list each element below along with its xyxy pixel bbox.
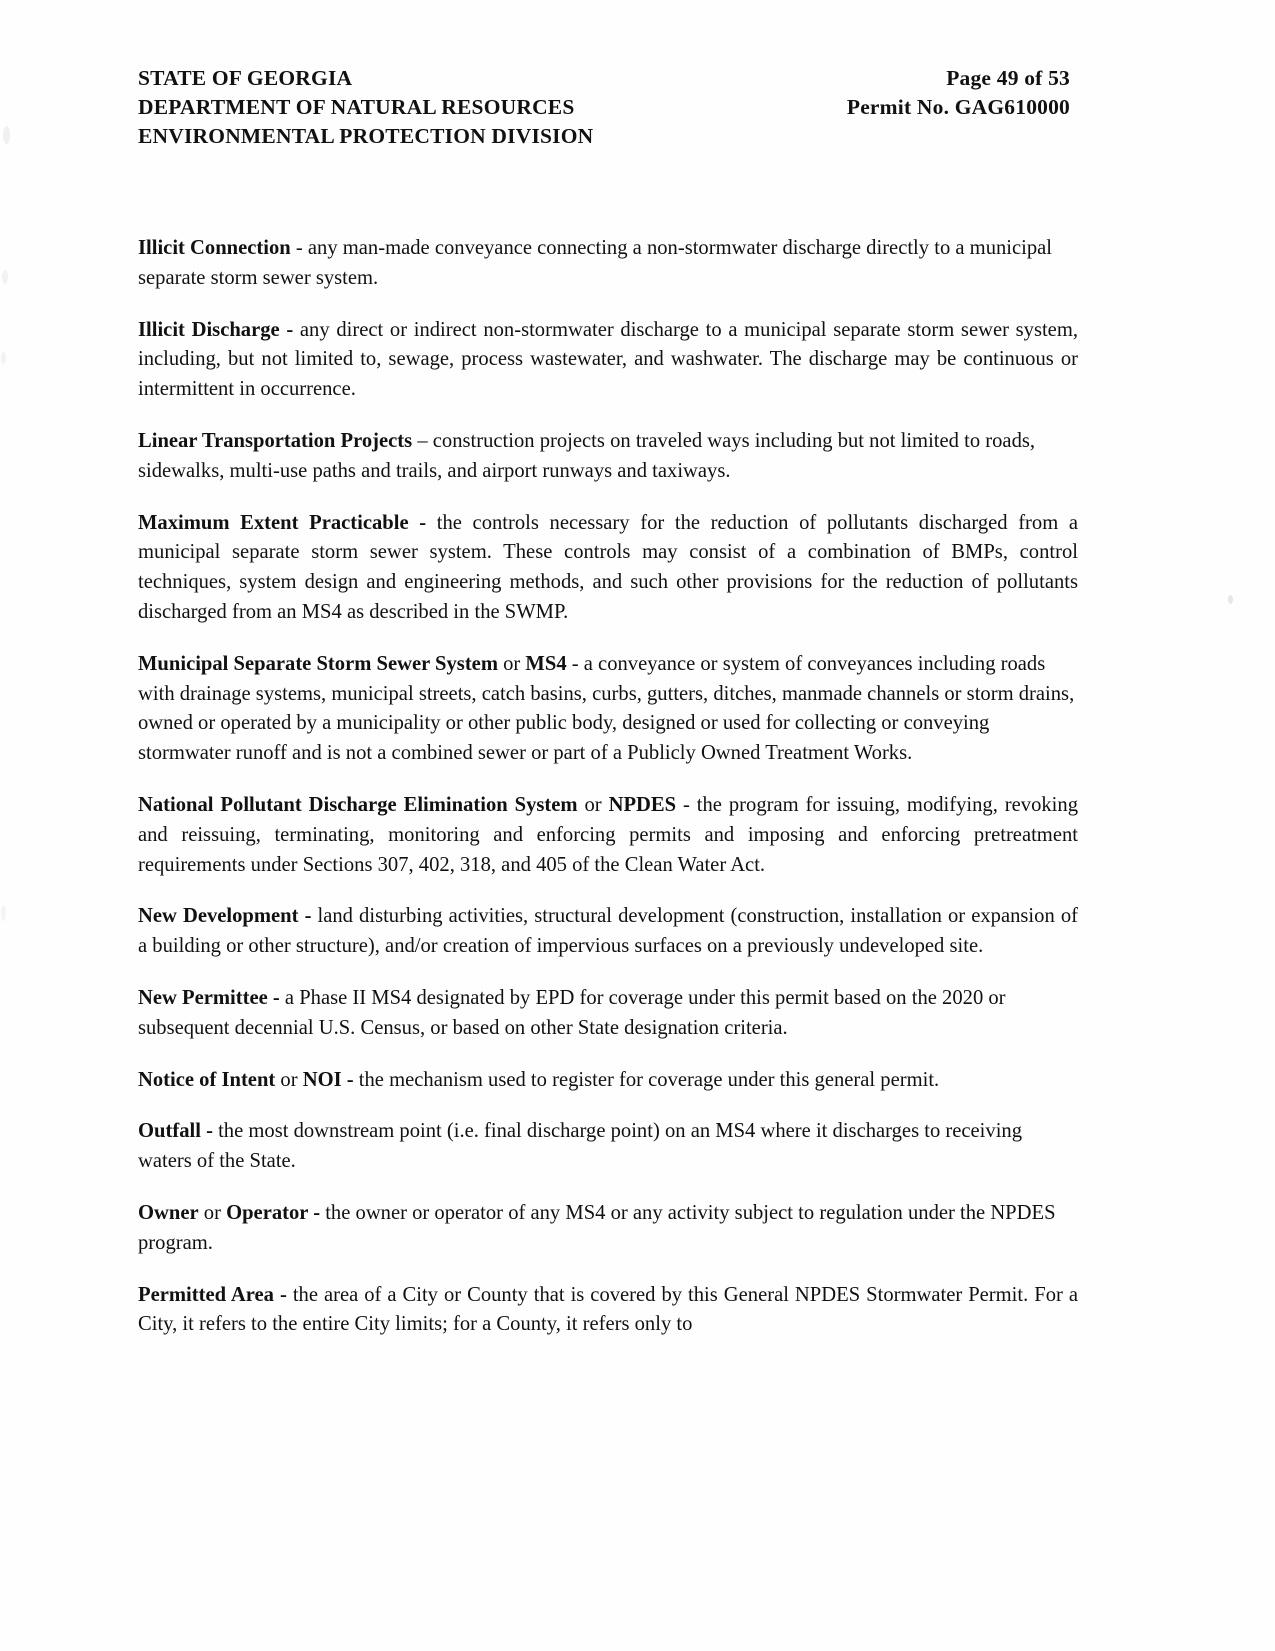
definition-term-alias: Operator - [226, 1201, 321, 1224]
definition-paragraph [138, 509, 1078, 628]
definition-body: a Phase II MS4 designated by EPD for coverage under this permit based on the 2020 or subsequent decennial U.S. Census, or based on other State designation criteria. [138, 986, 1006, 1039]
scan-artifact-speck [2, 270, 8, 284]
agency-heading [138, 64, 593, 151]
definition-connector: or [497, 652, 526, 675]
definitions-list [138, 234, 1078, 1340]
definition-paragraph [138, 791, 1078, 880]
definition-term-alias: NOI - [302, 1068, 354, 1091]
agency-line-department: DEPARTMENT OF NATURAL RESOURCES [138, 95, 575, 119]
definition-body: the controls necessary for the reduction of pollutants discharged from a municipal separate storm sewer system. These controls may consist of a combination of BMPs, control techniques, system design and engineering methods, and such other provisions for the reduction of pollutants discharged from an MS4 as described in the SWMP. [138, 511, 1078, 623]
definition-term: Maximum Extent Practicable - [138, 511, 427, 534]
definition-body: - any man-made conveyance connecting a non-stormwater discharge directly to a municipal separate storm sewer system. [138, 237, 1053, 289]
definition-paragraph [138, 1117, 1078, 1177]
page-header [138, 0, 1078, 176]
definition-body: - a conveyance or system of conveyances including roads with drainage systems, municipal streets, catch basins, curbs, gutters, ditches, manmade channels or storm drains, owned or operated by a municipality or other public body, designed or used for collecting or conveying stormwater runoff and is not a combined sewer or part of a Publicly Owned Treatment Works. [138, 652, 1075, 765]
scan-artifact-speck [3, 126, 10, 144]
definition-term: Notice of Intent [138, 1068, 276, 1091]
scan-artifact-speck [1, 352, 6, 364]
definition-connector: or [577, 793, 609, 816]
page-content [138, 0, 1078, 1362]
definition-body: the most downstream point (i.e. final discharge point) on an MS4 where it discharges to receiving waters of the State. [138, 1120, 1023, 1173]
page-number-label: Page 49 of 53 [946, 66, 1070, 90]
scan-artifact-speck [1, 905, 6, 921]
definition-connector: or [275, 1068, 303, 1091]
definition-term-alias: MS4 [525, 652, 567, 675]
definition-term: Municipal Separate Storm Sewer System [138, 652, 498, 675]
definition-paragraph [138, 1281, 1078, 1341]
definition-body: the area of a City or County that is covered by this General NPDES Stormwater Permit. For a City, it refers to the entire City limits; for a County, it refers only to [138, 1283, 1078, 1336]
definition-term: Owner [138, 1201, 199, 1224]
definition-term: New Development - [138, 905, 312, 928]
definition-term: New Permittee - [138, 986, 280, 1009]
definition-body: land disturbing activities, structural development (construction, installation or expansion of a building or other structure), and/or creation of impervious surfaces on a previously undeveloped site. [138, 905, 1078, 958]
agency-line-division: ENVIRONMENTAL PROTECTION DIVISION [138, 124, 594, 148]
scan-artifact-speck [1228, 595, 1233, 604]
agency-line-state: STATE OF GEORGIA [138, 66, 353, 90]
definition-paragraph [138, 234, 1078, 294]
definition-body: - the program for issuing, modifying, revoking and reissuing, terminating, monitoring and enforcing permits and imposing and enforcing pretreatment requirements under Sections 307, 402, 318, and 405 of the Clean Water Act. [138, 793, 1078, 876]
definition-paragraph [138, 984, 1078, 1044]
definition-term: Linear Transportation Projects [138, 429, 413, 452]
definition-paragraph [138, 1066, 1078, 1096]
definition-body: – construction projects on traveled ways including but not limited to roads, sidewalks, multi-use paths and trails, and airport runways and taxiways. [138, 429, 1036, 482]
definition-paragraph [138, 1199, 1078, 1259]
definition-body: any direct or indirect non-stormwater discharge to a municipal separate storm sewer system, including, but not limited to, sewage, process wastewater, and washwater. The discharge may be continuous or intermittent in occurrence. [138, 318, 1078, 401]
definition-term: Illicit Connection [138, 237, 291, 259]
permit-number-label: Permit No. GAG610000 [846, 95, 1070, 119]
definition-term: Permitted Area - [138, 1283, 287, 1306]
definition-term-alias: NPDES [608, 793, 677, 816]
definition-paragraph [138, 316, 1078, 405]
definition-paragraph [138, 902, 1078, 962]
definition-body: the mechanism used to register for coverage under this general permit. [353, 1068, 940, 1091]
definition-paragraph [138, 427, 1078, 487]
definition-paragraph [138, 650, 1078, 769]
definition-body: the owner or operator of any MS4 or any activity subject to regulation under the NPDES program. [138, 1201, 1056, 1254]
definition-connector: or [198, 1201, 227, 1224]
definition-term: Illicit Discharge - [138, 318, 294, 341]
definition-term: Outfall - [138, 1120, 213, 1143]
definition-term: National Pollutant Discharge Elimination System [138, 793, 578, 816]
page-meta [847, 64, 1070, 122]
